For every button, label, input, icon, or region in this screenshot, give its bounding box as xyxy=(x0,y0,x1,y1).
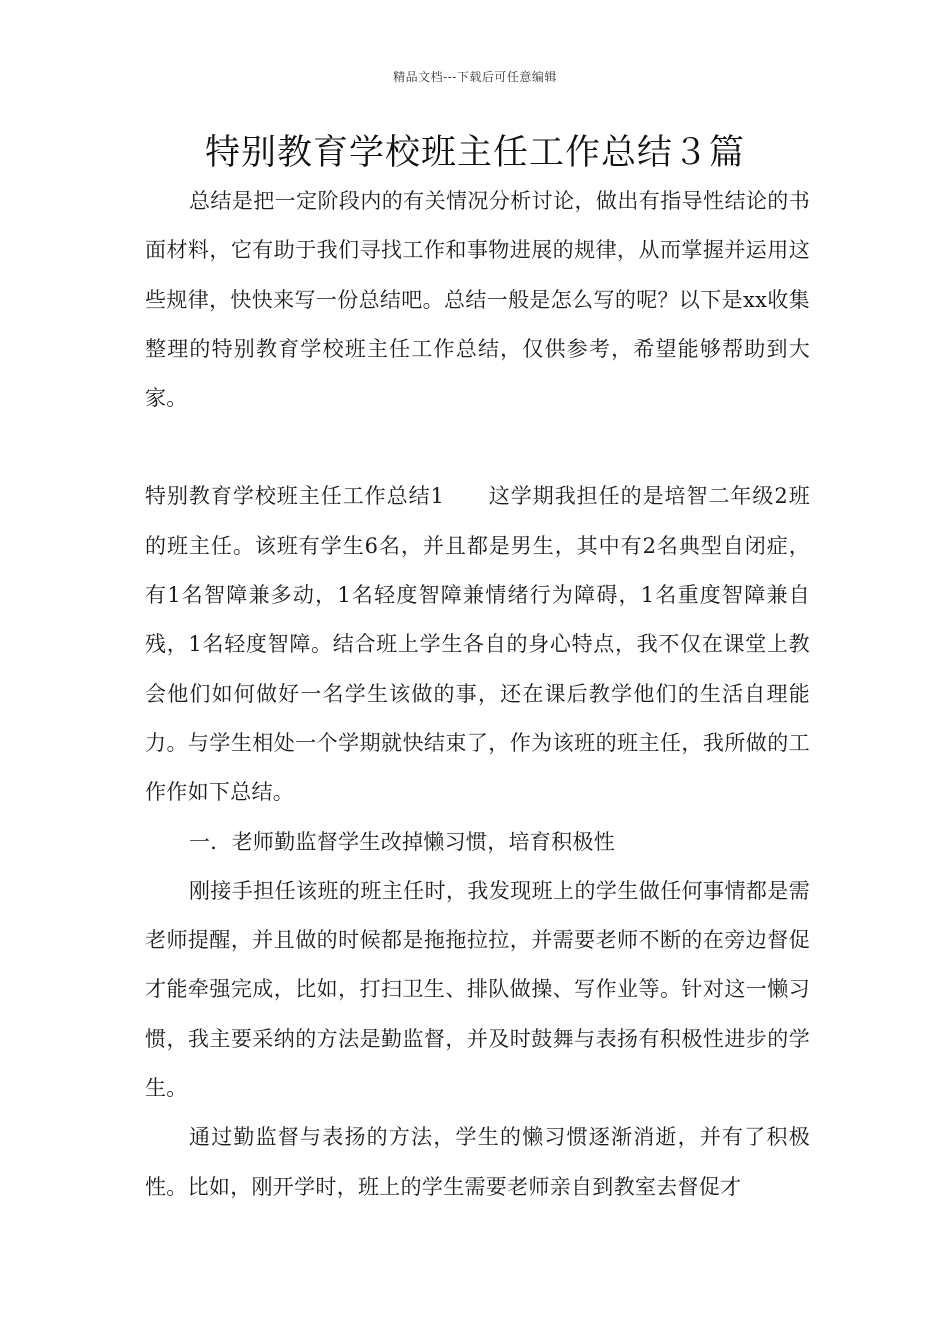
paragraph-gap xyxy=(145,423,810,472)
subheading-1: 一．老师勤监督学生改掉懒习惯，培育积极性 xyxy=(189,829,615,854)
page-header: 精品文档---下载后可任意编辑 xyxy=(393,70,557,84)
body-paragraph: 刚接手担任该班的班主任时，我发现班上的学生做任何事情都是需老师提醒，并且做的时候都是拖拖拉拉，并需要老师不断的在旁边督促才能牵强完成，比如，打扫卫生、排队做操、写作业等。针对这一懒习惯，我主要采纳的方法是勤监督，并及时鼓舞与表扬有积极性进步的学生。 xyxy=(145,878,810,1101)
document-title: 特别教育学校班主任工作总结３篇 xyxy=(204,133,745,173)
section-1-paragraph: 特别教育学校班主任工作总结1 这学期我担任的是培智二年级2班的班主任。该班有学生6名，并且都是男生，其中有2名典型自闭症，有1名智障兼多动，1名轻度智障兼情绪行为障碍，1名重度智障兼自残，1名轻度智障。结合班上学生各自的身心特点，我不仅在课堂上教会他们如何做好一名学生该做的事，还在课后教学他们的生活自理能力。与学生相处一个学期就快结束了，作为该班的班主任，我所做的工作作如下总结。 xyxy=(145,484,810,805)
intro-paragraph: 总结是把一定阶段内的有关情况分析讨论，做出有指导性结论的书面材料，它有助于我们寻找工作和事物进展的规律，从而掌握并运用这些规律，快快来写一份总结吧。总结一般是怎么写的呢？以下是xx收集整理的特别教育学校班主任工作总结，仅供参考，希望能够帮助到大家。 xyxy=(145,189,810,411)
document-body xyxy=(145,177,810,1212)
body-paragraph: 通过勤监督与表扬的方法，学生的懒习惯逐渐消逝，并有了积极性。比如，刚开学时，班上的学生需要老师亲自到教室去督促才 xyxy=(145,1125,810,1199)
